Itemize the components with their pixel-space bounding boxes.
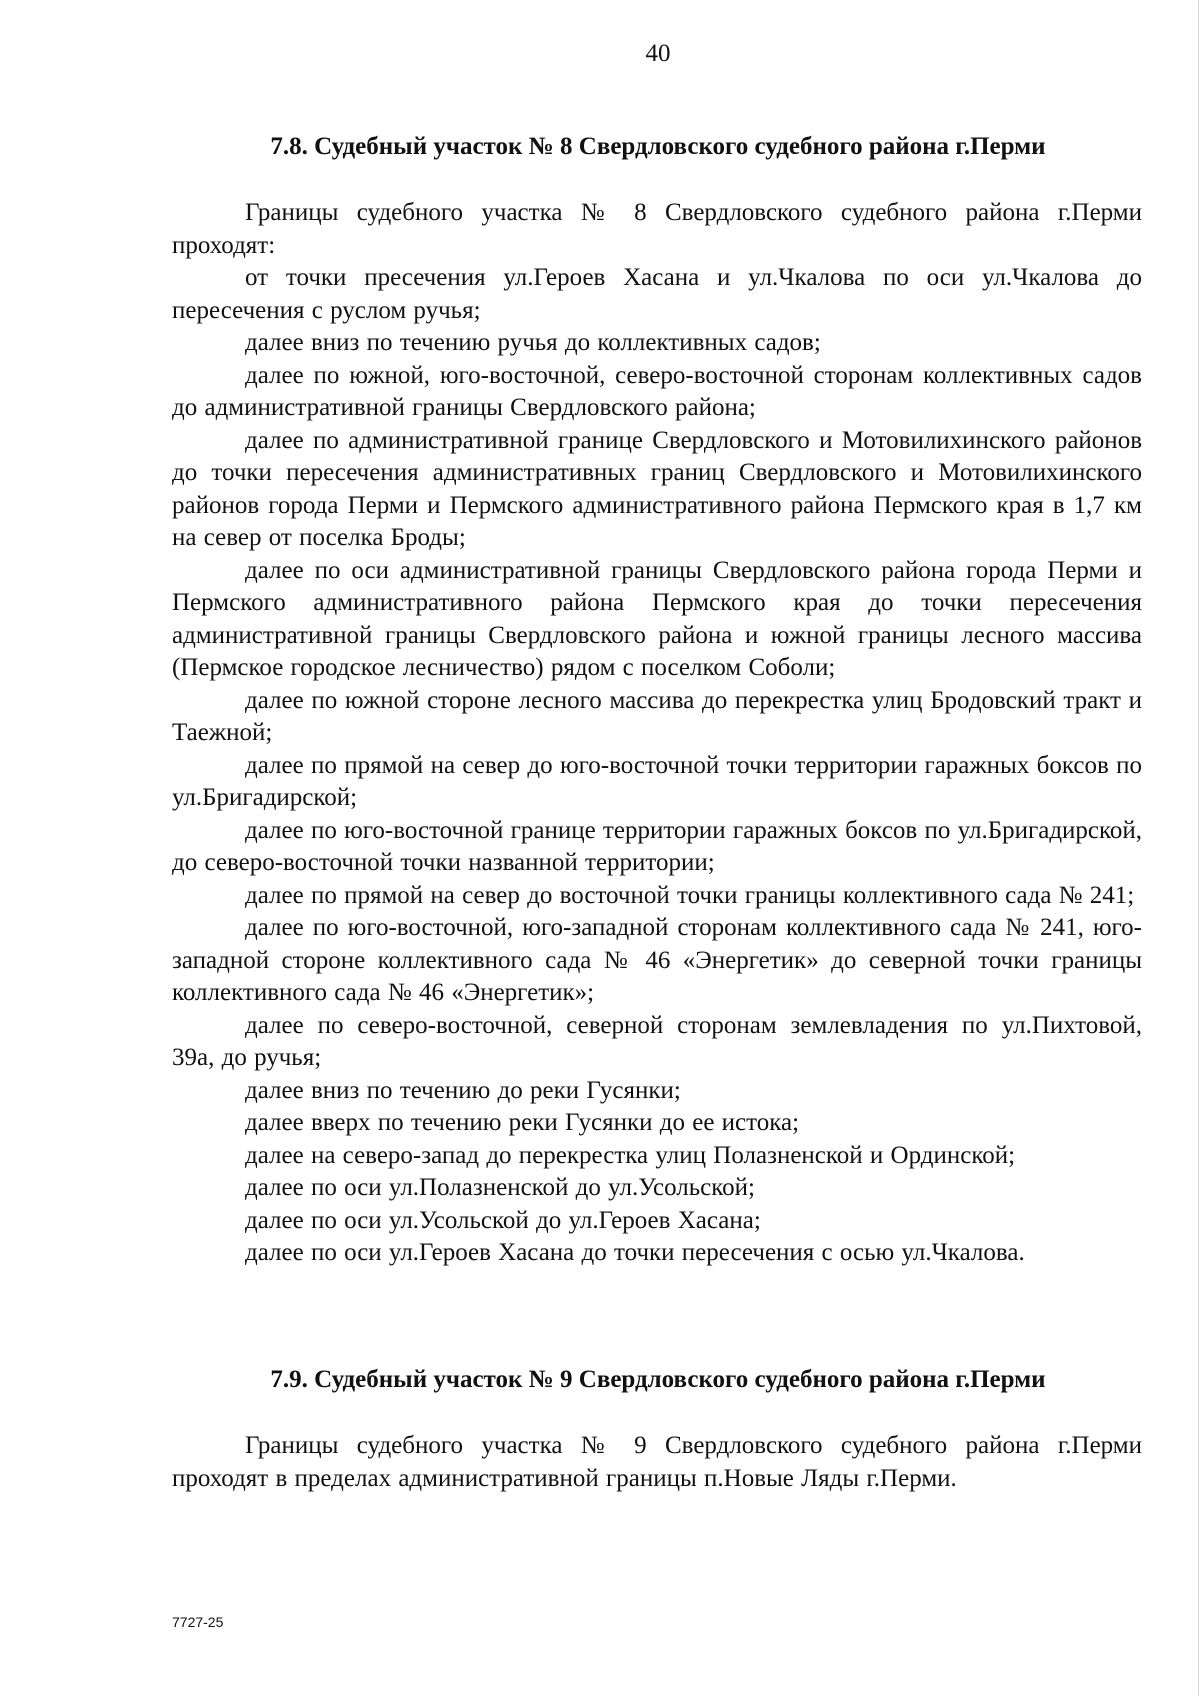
paragraph: далее по оси ул.Усольской до ул.Героев Хасана;: [245, 1206, 761, 1234]
paragraph: далее по южной, юго-восточной, северо-восточной сторонам коллективных садов до административной границы Свердловского района;: [172, 361, 1142, 421]
scan-edge-line: [1198, 0, 1199, 1696]
paragraph: далее по юго-восточной, юго-западной сторонам коллективного сада № 241, юго-западной стороне коллективного сада № 46 «Энергетик» до северной точки границы коллективного сада № 46 «Энергетик»;: [172, 914, 1142, 1006]
paragraph: далее по северо-восточной, северной сторонам землевладения по ул.Пихтовой, 39а, до ручья;: [172, 1011, 1142, 1071]
paragraph: далее по южной стороне лесного массива до перекрестка улиц Бродовский тракт и Таежной;: [172, 686, 1142, 746]
paragraph: далее по юго-восточной границе территории гаражных боксов по ул.Бригадирской, до северо-восточной точки названной территории;: [172, 816, 1143, 876]
section-title-8: 7.8. Судебный участок № 8 Свердловского судебного района г.Перми: [270, 133, 1046, 160]
paragraph: далее по оси ул.Героев Хасана до точки пересечения с осью ул.Чкалова.: [245, 1239, 1025, 1266]
paragraph: Границы судебного участка № 9 Свердловского судебного района г.Перми проходят в пределах административной границы п.Новые Ляды г.Перми.: [172, 1432, 1142, 1492]
document-code: 7727-25: [172, 1614, 224, 1630]
paragraph: далее по административной границе Свердловского и Мотовилихинского районов до точки пересечения административных границ Свердловского и Мотовилихинского районов города Перми и Пермского административного района Пермского края в 1,7 км на север от поселка Броды;: [172, 426, 1142, 551]
paragraph: далее вверх по течению реки Гусянки до ее истока;: [245, 1109, 800, 1136]
paragraph: Границы судебного участка № 8 Свердловского судебного района г.Перми проходят:: [172, 199, 1142, 259]
page-number: 40: [645, 40, 671, 67]
section-title-9: 7.9. Судебный участок № 9 Свердловского судебного района г.Перми: [270, 1366, 1046, 1393]
paragraph: далее вниз по течению до реки Гусянки;: [245, 1076, 681, 1104]
section-body-8: [172, 197, 1142, 1270]
paragraph: далее по прямой на север до юго-восточной точки территории гаражных боксов по ул.Бригадирской;: [172, 751, 1142, 811]
paragraph: далее по прямой на север до восточной точки границы коллективного сада № 241;: [245, 881, 1135, 909]
paragraph: далее на северо-запад до перекрестка улиц Полазненской и Ординской;: [245, 1141, 1016, 1169]
paragraph: от точки пресечения ул.Героев Хасана и ул.Чкалова по оси ул.Чкалова до пересечения с руслом ручья;: [172, 264, 1142, 324]
paragraph: далее по оси административной границы Свердловского района города Перми и Пермского административного района Пермского края до точки пересечения административной границы Свердловского района и южной границы лесного массива (Пермское городское лесничество) рядом с поселком Соболи;: [172, 556, 1142, 681]
section-body-9: [172, 1430, 1142, 1495]
paragraph: далее вниз по течению ручья до коллективных садов;: [245, 329, 821, 356]
paragraph: далее по оси ул.Полазненской до ул.Усольской;: [245, 1174, 755, 1201]
